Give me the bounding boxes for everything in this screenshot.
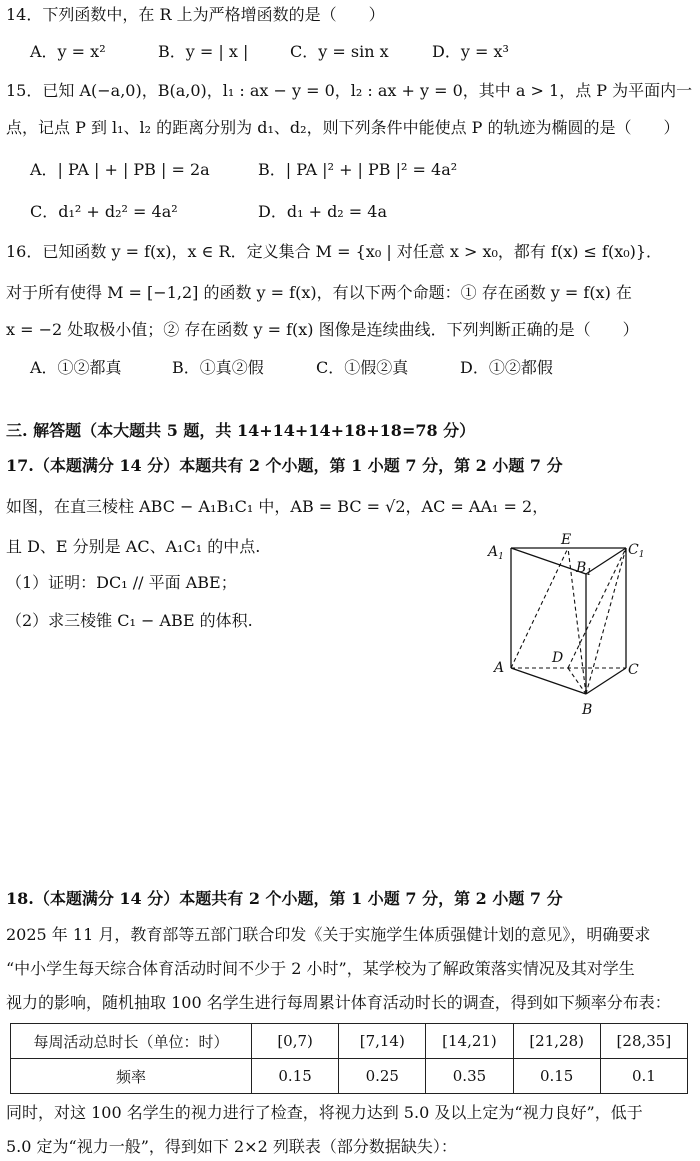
q16-option-b: B．①真②假 — [172, 358, 264, 377]
q14-stem: 14．下列函数中，在 R 上为严格增函数的是（ ） — [6, 5, 385, 24]
q17-header: 17.（本题满分 14 分）本题共有 2 个小题，第 1 小题 7 分，第 2 小题 7 分 — [6, 456, 563, 475]
vertex-label-a1: $A_1$ — [488, 544, 504, 562]
q17-part-2: （2）求三棱锥 C₁ − ABE 的体积. — [6, 611, 253, 630]
table-cell: 0.15 — [252, 1059, 339, 1094]
table-cell: [28,35] — [600, 1024, 687, 1059]
q15-option-a: A．| PA | + | PB | = 2a — [30, 160, 210, 179]
q18-stem-line-5: 5.0 定为“视力一般”，得到如下 2×2 列联表（部分数据缺失）： — [6, 1137, 457, 1156]
q17-stem-line-1: 如图，在直三棱柱 ABC − A₁B₁C₁ 中，AB = BC = √2，AC = AA₁ = 2， — [6, 497, 549, 516]
q14-option-a: A．y = x² — [30, 42, 106, 61]
q16-stem-line-3: x = −2 处取极小值；② 存在函数 y = f(x) 图像是连续曲线．下列判断正确的是（ ） — [6, 320, 639, 339]
q15-stem-line-2: 点，记点 P 到 l₁、l₂ 的距离分别为 d₁、d₂，则下列条件中能使点 P 的轨迹为椭圆的是（ ） — [6, 118, 680, 137]
q18-stem-line-1: 2025 年 11 月，教育部等五部门联合印发《关于实施学生体质强健计划的意见》，明确要求 — [6, 925, 651, 944]
q17-part-1: （1）证明：DC₁ // 平面 ABE； — [6, 573, 237, 592]
vertex-label-c1: $C_1$ — [628, 542, 645, 560]
edge-a-b — [511, 668, 586, 694]
q17-stem-line-2: 且 D、E 分别是 AC、A₁C₁ 的中点. — [6, 537, 261, 556]
q15-stem-line-1: 15．已知 A(−a,0)，B(a,0)，l₁ : ax − y = 0，l₂ : ax + y = 0，其中 a > 1，点 P 为平面内一 — [6, 81, 693, 100]
section-3-heading: 三. 解答题（本大题共 5 题，共 14+14+14+18+18=78 分） — [6, 421, 476, 440]
q14-option-c: C．y = sin x — [290, 42, 389, 61]
q15-option-b: B．| PA |² + | PB |² = 4a² — [258, 160, 458, 179]
table-row-label: 频率 — [11, 1059, 252, 1094]
table-cell: [21,28) — [513, 1024, 600, 1059]
table-header-label: 每周活动总时长（单位：时） — [11, 1024, 252, 1059]
q15-option-d: D．d₁ + d₂ = 4a — [258, 202, 388, 221]
table-cell: [0,7) — [252, 1024, 339, 1059]
table-cell: 0.15 — [513, 1059, 600, 1094]
table-row — [11, 1059, 688, 1094]
vertex-label-b1: $B_1$ — [576, 560, 593, 578]
q18-header: 18.（本题满分 14 分）本题共有 2 个小题，第 1 小题 7 分，第 2 小题 7 分 — [6, 889, 563, 908]
q16-option-a: A．①②都真 — [30, 358, 122, 377]
table-row — [11, 1024, 688, 1059]
q15-option-c: C．d₁² + d₂² = 4a² — [30, 202, 178, 221]
q18-stem-line-3: 视力的影响，随机抽取 100 名学生进行每周累计体育活动时长的调查，得到如下频率分布表： — [6, 993, 671, 1012]
prism-figure — [486, 528, 660, 720]
vertex-label-c: C — [628, 662, 639, 678]
table-cell: [14,21) — [426, 1024, 513, 1059]
q16-stem-line-1: 16．已知函数 y = f(x)，x ∈ R．定义集合 M = {x₀ | 对任意 x > x₀，都有 f(x) ≤ f(x₀)}． — [6, 242, 663, 261]
table-cell: 0.1 — [600, 1059, 687, 1094]
vertex-label-a: A — [494, 660, 505, 676]
frequency-table — [10, 1023, 688, 1094]
vertex-label-e: E — [561, 532, 572, 548]
q18-stem-line-2: “中小学生每天综合体育活动时间不少于 2 小时”，某学校为了解政策落实情况及其对学生 — [6, 959, 635, 978]
table-cell: [7,14) — [339, 1024, 426, 1059]
q16-option-c: C．①假②真 — [316, 358, 409, 377]
q16-option-d: D．①②都假 — [460, 358, 553, 377]
vertex-label-b: B — [582, 702, 593, 718]
q14-option-d: D．y = x³ — [432, 42, 509, 61]
table-cell: 0.25 — [339, 1059, 426, 1094]
q14-option-b: B．y = | x | — [158, 42, 249, 61]
vertex-label-d: D — [552, 650, 564, 666]
q16-stem-line-2: 对于所有使得 M = [−1,2] 的函数 y = f(x)，有以下两个命题：① 存在函数 y = f(x) 在 — [6, 283, 632, 302]
q18-stem-line-4: 同时，对这 100 名学生的视力进行了检查，将视力达到 5.0 及以上定为“视力良好”，低于 — [6, 1103, 643, 1122]
edge-a1-b1 — [511, 548, 586, 574]
table-cell: 0.35 — [426, 1059, 513, 1094]
